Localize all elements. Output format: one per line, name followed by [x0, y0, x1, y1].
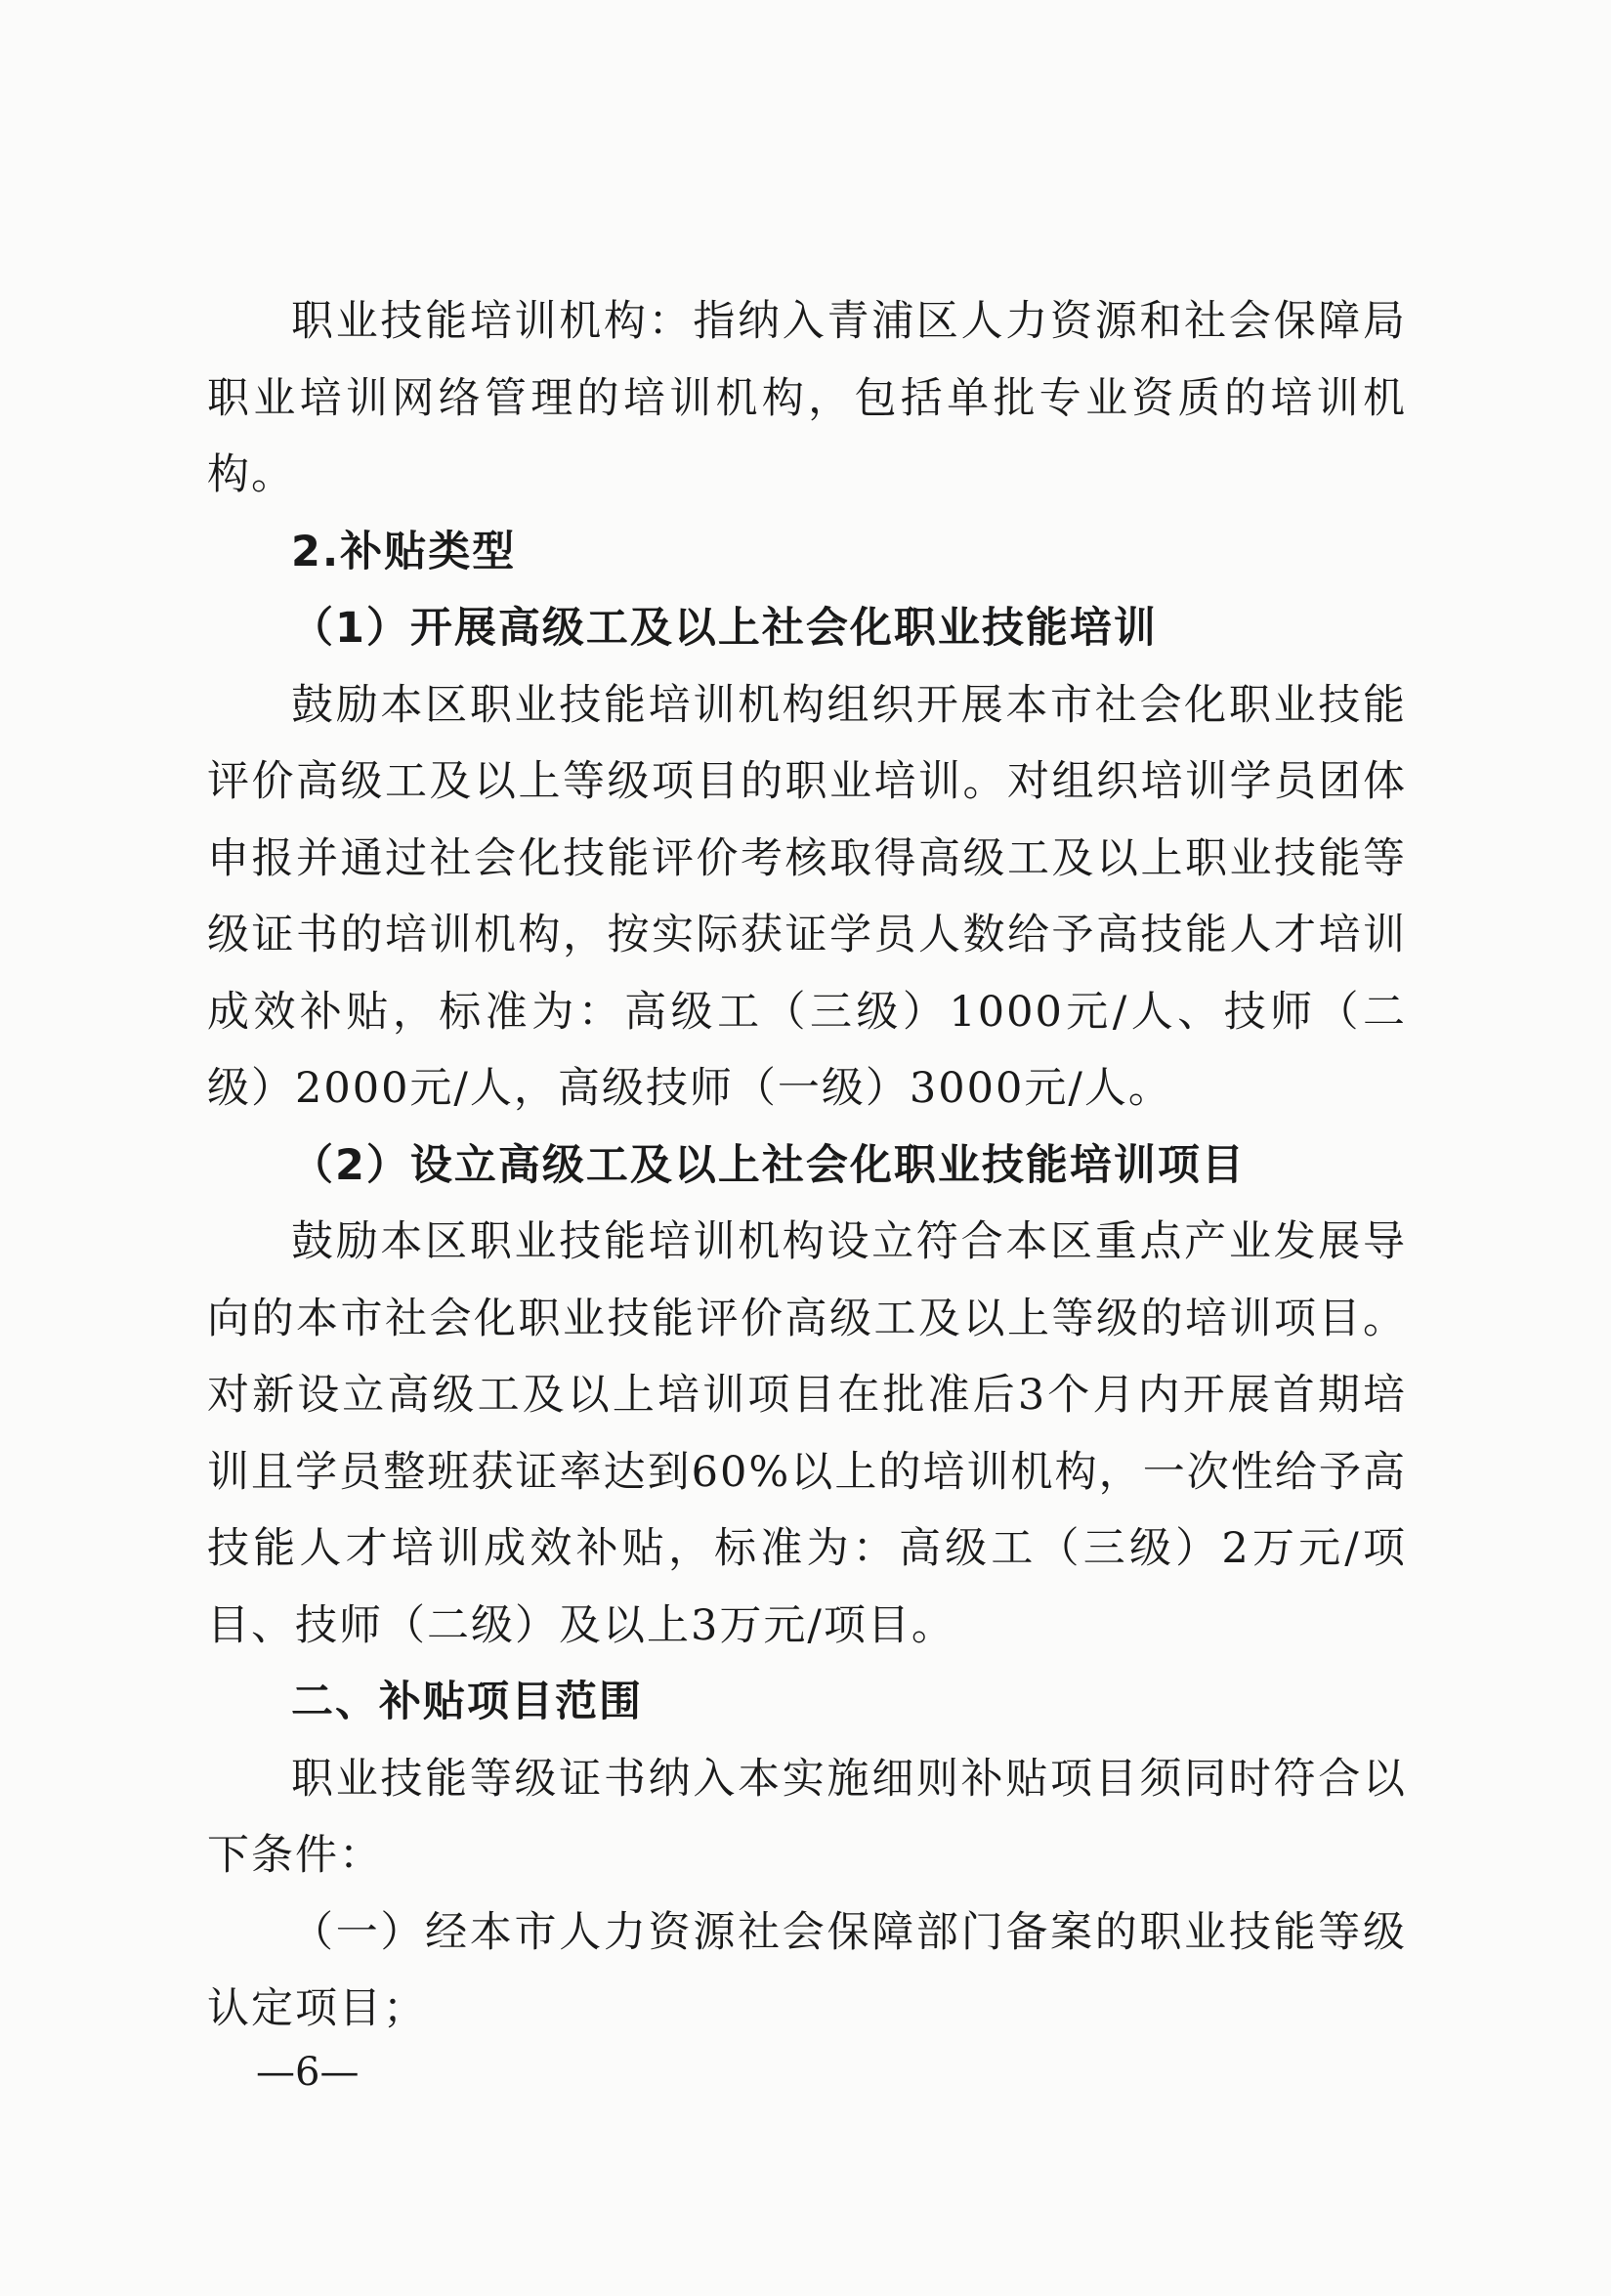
paragraph-definition: 职业技能培训机构：指纳入青浦区人力资源和社会保障局职业培训网络管理的培训机构，包括单批专业资质的培训机构。 [207, 297, 1407, 499]
paragraph-conditions: 职业技能等级证书纳入本实施细则补贴项目须同时符合以下条件： [207, 1754, 1407, 1880]
page-number: —6— [256, 2050, 360, 2095]
paragraph-training-projects: 鼓励本区职业技能培训机构设立符合本区重点产业发展导向的本市社会化职业技能评价高级工及以上等级的培训项目。对新设立高级工及以上培训项目在批准后3个月内开展首期培训且学员整班获证率达到60%以上的培训机构，一次性给予高技能人才培训成效补贴，标准为：高级工（三级）2万元/项目、技师（二级）及以上3万元/项目。 [207, 1217, 1407, 1650]
paragraph-advanced-training: 鼓励本区职业技能培训机构组织开展本市社会化职业技能评价高级工及以上等级项目的职业培训。对组织培训学员团体申报并通过社会化技能评价考核取得高级工及以上职业技能等级证书的培训机构，按实际获证学员人数给予高技能人才培训成效补贴，标准为：高级工（三级）1000元/人、技师（二级）2000元/人，高级技师（一级）3000元/人。 [207, 680, 1407, 1113]
heading-training-projects: （2）设立高级工及以上社会化职业技能培训项目 [291, 1140, 1246, 1190]
paragraph-condition-1: （一）经本市人力资源社会保障部门备案的职业技能等级认定项目； [207, 1907, 1407, 2033]
heading-scope: 二、补贴项目范围 [291, 1678, 643, 1726]
document-body [207, 283, 1407, 2048]
heading-advanced-training: （1）开展高级工及以上社会化职业技能培训 [291, 604, 1158, 653]
heading-subsidy-types: 2.补贴类型 [291, 527, 517, 576]
